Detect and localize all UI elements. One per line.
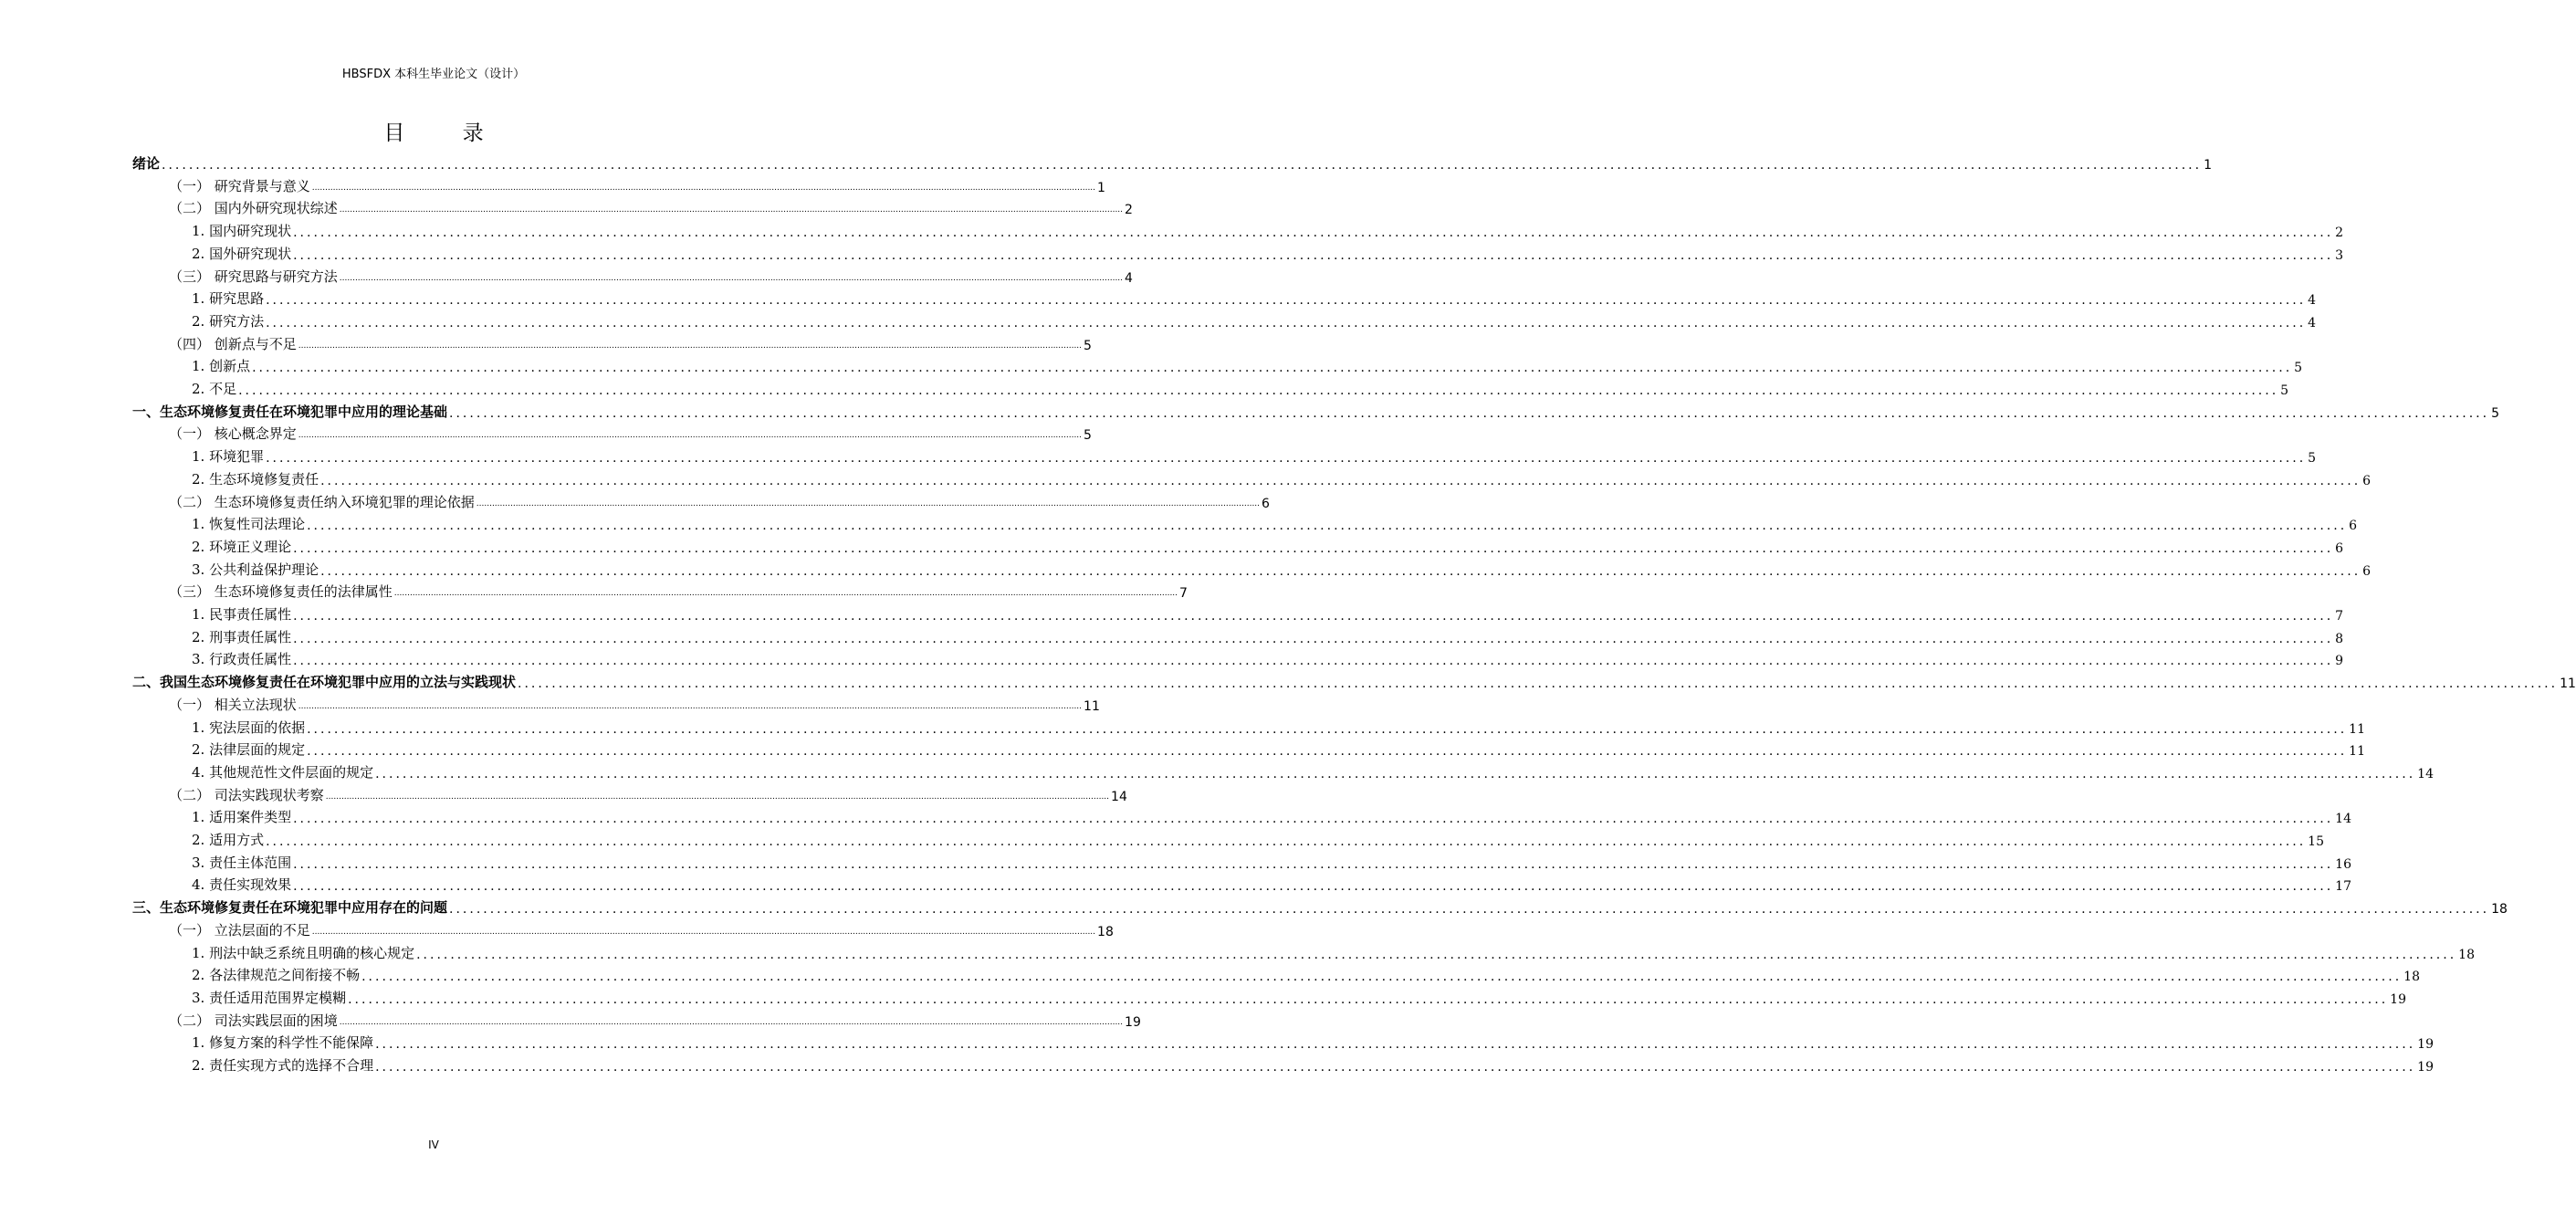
toc-entry[interactable]	[0, 646, 2344, 669]
toc-entry-page: 19	[1125, 1014, 1141, 1030]
toc-dot-leader: ............................................................................................................................................................................................................................................................................................................	[320, 473, 2361, 488]
toc-entry-label: （二） 司法实践层面的困境	[169, 1012, 338, 1029]
toc-dot-leader: ............................................................................................................................................................................................................................................................................................................	[293, 247, 2334, 263]
toc-entry[interactable]	[0, 264, 1133, 286]
toc-dot-leader: ............................................................................................................................................................................................................................................................................................................	[320, 563, 2361, 579]
toc-dot-leader: ............................................................................................................................................................................................................................................................................................................	[311, 183, 1096, 193]
toc-dot-leader: ............................................................................................................................................................................................................................................................................................................	[266, 834, 2307, 849]
toc-entry-page: 6	[2362, 563, 2372, 579]
toc-dot-leader: ............................................................................................................................................................................................................................................................................................................	[293, 540, 2334, 556]
toc-entry-page: 2	[1125, 203, 1133, 218]
toc-entry-label: 1. 修复方案的科学性不能保障	[192, 1034, 374, 1052]
toc-entry[interactable]	[0, 872, 2351, 895]
toc-dot-leader: ............................................................................................................................................................................................................................................................................................................	[375, 766, 2416, 781]
toc-entry[interactable]	[0, 804, 2351, 827]
toc-entry[interactable]	[0, 421, 1092, 444]
toc-entry-label: 2. 国外研究现状	[192, 245, 292, 262]
toc-entry-label: 2. 不足	[192, 381, 237, 397]
toc-entry-label: 1. 民事责任属性	[192, 606, 292, 623]
toc-entry[interactable]	[0, 624, 2344, 646]
toc-dot-leader: ............................................................................................................................................................................................................................................................................................................	[293, 812, 2334, 827]
toc-entry[interactable]	[0, 692, 1100, 714]
toc-dot-leader: ............................................................................................................................................................................................................................................................................................................	[266, 315, 2307, 330]
toc-entry-page: 14	[2335, 812, 2351, 827]
toc-entry-page: 18	[2491, 902, 2508, 918]
toc-dot-leader: ............................................................................................................................................................................................................................................................................................................	[162, 158, 2203, 173]
toc-dot-leader: ............................................................................................................................................................................................................................................................................................................	[293, 654, 2334, 669]
toc-entry[interactable]	[0, 1053, 2434, 1075]
toc-entry[interactable]	[0, 962, 2420, 985]
toc-dot-leader: ............................................................................................................................................................................................................................................................................................................	[416, 947, 2457, 962]
toc-entry[interactable]	[0, 760, 2434, 781]
toc-entry[interactable]	[0, 1008, 1141, 1030]
toc-dot-leader: ............................................................................................................................................................................................................................................................................................................	[339, 273, 1124, 283]
toc-entry-label: 3. 责任适用范围界定模糊	[192, 989, 347, 1006]
toc-entry[interactable]	[0, 511, 2358, 534]
toc-dot-leader: ............................................................................................................................................................................................................................................................................................................	[238, 383, 2279, 398]
toc-entry-page: 8	[2335, 631, 2344, 646]
toc-entry[interactable]	[0, 195, 1133, 218]
toc-entry-page: 9	[2335, 654, 2344, 669]
toc-entry-page: 5	[2491, 405, 2499, 421]
toc-dot-leader: ............................................................................................................................................................................................................................................................................................................	[393, 589, 1178, 599]
toc-entry-page: 11	[2349, 721, 2365, 737]
toc-entry[interactable]	[0, 353, 2303, 376]
toc-entry-label: （三） 研究思路与研究方法	[169, 267, 338, 285]
toc-entry-page: 4	[1125, 270, 1133, 286]
toc-entry-label: （二） 司法实践现状考察	[169, 786, 324, 803]
toc-entry-page: 5	[1084, 428, 1092, 444]
toc-entry-page: 11	[1084, 698, 1100, 714]
toc-entry[interactable]	[0, 444, 2317, 467]
toc-entry-page: 6	[2335, 540, 2344, 556]
toc-entry-label: 1. 环境犯罪	[192, 448, 265, 466]
toc-entry[interactable]	[0, 218, 2344, 241]
toc-entry[interactable]	[0, 669, 2576, 692]
toc-entry-page: 7	[2335, 609, 2344, 624]
toc-entry-label: 二、我国生态环境修复责任在环境犯罪中应用的立法与实践现状	[132, 674, 517, 691]
toc-entry-page: 3	[2335, 247, 2344, 263]
toc-entry-label: 4. 责任实现效果	[192, 876, 292, 894]
toc-entry[interactable]	[0, 309, 2317, 330]
toc-entry[interactable]	[0, 173, 1105, 195]
toc-entry-label: （四） 创新点与不足	[169, 335, 297, 352]
toc-entry-page: 5	[2308, 451, 2317, 467]
toc-dot-leader: ............................................................................................................................................................................................................................................................................................................	[361, 970, 2403, 985]
toc-entry-label: 1. 国内研究现状	[192, 223, 292, 240]
toc-dot-leader: ............................................................................................................................................................................................................................................................................................................	[293, 631, 2334, 646]
toc-entry-label: （二） 生态环境修复责任纳入环境犯罪的理论依据	[169, 493, 475, 510]
toc-dot-leader: ............................................................................................................................................................................................................................................................................................................	[293, 879, 2334, 895]
toc-entry[interactable]	[0, 467, 2372, 488]
toc-entry[interactable]	[0, 602, 2344, 624]
toc-entry-label: 2. 法律层面的规定	[192, 741, 306, 759]
toc-entry-label: 4. 其他规范性文件层面的规定	[192, 763, 374, 781]
toc-entry-page: 5	[2294, 361, 2303, 376]
toc-entry-label: 2. 各法律规范之间衔接不畅	[192, 967, 361, 984]
toc-entry[interactable]	[0, 489, 1270, 511]
toc-entry-page: 19	[2390, 991, 2406, 1007]
toc-entry-label: （一） 立法层面的不足	[169, 921, 310, 939]
toc-dot-leader: ............................................................................................................................................................................................................................................................................................................	[518, 676, 2559, 692]
toc-entry[interactable]	[0, 715, 2365, 737]
toc-dot-leader: ............................................................................................................................................................................................................................................................................................................	[252, 361, 2293, 376]
toc-entry-label: （一） 核心概念界定	[169, 425, 297, 443]
toc-dot-leader: ............................................................................................................................................................................................................................................................................................................	[375, 1037, 2416, 1053]
toc-entry[interactable]	[0, 940, 2475, 962]
toc-entry-label: 绪论	[132, 155, 161, 172]
toc-dot-leader: ............................................................................................................................................................................................................................................................................................................	[449, 405, 2490, 421]
toc-entry-page: 19	[2417, 1060, 2434, 1075]
toc-entry-page: 7	[1179, 586, 1188, 602]
toc-entry-page: 14	[1111, 789, 1127, 804]
toc-entry[interactable]	[0, 151, 2212, 173]
toc-entry-label: 1. 研究思路	[192, 290, 265, 308]
toc-entry-label: 1. 宪法层面的依据	[192, 718, 306, 736]
toc-entry[interactable]	[0, 557, 2372, 579]
toc-entry-label: 2. 刑事责任属性	[192, 628, 292, 645]
toc-entry-page: 11	[2560, 676, 2576, 692]
toc-entry[interactable]	[0, 985, 2406, 1007]
toc-dot-leader: ............................................................................................................................................................................................................................................................................................................	[293, 225, 2334, 241]
toc-entry-label: 1. 适用案件类型	[192, 809, 292, 826]
toc-entry-label: 2. 适用方式	[192, 832, 265, 848]
toc-entry[interactable]	[0, 737, 2365, 760]
toc-dot-leader: ............................................................................................................................................................................................................................................................................................................	[307, 519, 2348, 534]
toc-entry-page: 6	[2362, 473, 2372, 488]
toc-dot-leader: ............................................................................................................................................................................................................................................................................................................	[348, 991, 2389, 1007]
toc-dot-leader: ............................................................................................................................................................................................................................................................................................................	[293, 856, 2334, 872]
toc-entry-page: 11	[2349, 744, 2365, 760]
toc-entry-page: 15	[2308, 834, 2324, 849]
toc-dot-leader: ............................................................................................................................................................................................................................................................................................................	[307, 744, 2348, 760]
toc-dot-leader: ............................................................................................................................................................................................................................................................................................................	[266, 293, 2307, 309]
toc-entry[interactable]	[0, 918, 1114, 939]
toc-entry-page: 18	[2458, 947, 2475, 962]
toc-dot-leader: ............................................................................................................................................................................................................................................................................................................	[325, 792, 1110, 802]
toc-entry-label: （一） 相关立法现状	[169, 696, 297, 713]
page-number-footer: IV	[428, 1138, 439, 1151]
toc-dot-leader: ............................................................................................................................................................................................................................................................................................................	[298, 341, 1083, 351]
toc-entry[interactable]	[0, 534, 2344, 556]
toc-entry-page: 16	[2335, 856, 2351, 872]
toc-entry[interactable]	[0, 399, 2499, 421]
toc-entry-label: 1. 创新点	[192, 358, 251, 375]
toc-entry-label: 2. 环境正义理论	[192, 538, 292, 555]
toc-dot-leader: ............................................................................................................................................................................................................................................................................................................	[293, 609, 2334, 624]
toc-entry-page: 1	[2204, 158, 2212, 173]
toc-entry-label: 3. 责任主体范围	[192, 854, 292, 871]
toc-entry-page: 2	[2335, 225, 2344, 241]
toc-dot-leader: ............................................................................................................................................................................................................................................................................................................	[339, 1017, 1124, 1027]
toc-dot-leader: ............................................................................................................................................................................................................................................................................................................	[298, 431, 1083, 441]
toc-entry-label: （三） 生态环境修复责任的法律属性	[169, 583, 393, 601]
toc-entry-label: 3. 公共利益保护理论	[192, 561, 319, 578]
page-header: HBSFDX 本科生毕业论文（设计）	[341, 68, 526, 81]
toc-entry[interactable]	[0, 331, 1092, 353]
toc-entry-page: 19	[2417, 1037, 2434, 1053]
toc-entry[interactable]	[0, 376, 2289, 398]
toc-dot-leader: ............................................................................................................................................................................................................................................................................................................	[266, 451, 2307, 467]
toc-dot-leader: ............................................................................................................................................................................................................................................................................................................	[375, 1060, 2416, 1075]
toc-dot-leader: ............................................................................................................................................................................................................................................................................................................	[449, 902, 2490, 918]
toc-entry[interactable]	[0, 895, 2508, 918]
toc-entry-label: 1. 刑法中缺乏系统且明确的核心规定	[192, 944, 415, 961]
toc-entry-label: 3. 行政责任属性	[192, 651, 292, 668]
toc-entry[interactable]	[0, 241, 2344, 263]
toc-entry-page: 6	[2349, 519, 2358, 534]
toc-entry[interactable]	[0, 782, 1127, 804]
toc-entry-label: 1. 恢复性司法理论	[192, 516, 306, 533]
toc-entry[interactable]	[0, 850, 2351, 872]
toc-entry-page: 5	[2280, 383, 2289, 398]
toc-entry-label: 2. 生态环境修复责任	[192, 470, 319, 488]
toc-entry-page: 4	[2308, 293, 2317, 309]
toc-entry[interactable]	[0, 286, 2317, 309]
toc-title: 目 录	[383, 121, 509, 145]
toc-entry-page: 1	[1097, 180, 1105, 195]
toc-entry-page: 17	[2335, 879, 2351, 895]
toc-entry-page: 18	[2403, 970, 2420, 985]
toc-dot-leader: ............................................................................................................................................................................................................................................................................................................	[307, 721, 2348, 737]
toc-entry-page: 6	[1262, 496, 1270, 511]
toc-entry-label: 2. 责任实现方式的选择不合理	[192, 1057, 374, 1074]
toc-dot-leader: ............................................................................................................................................................................................................................................................................................................	[339, 205, 1124, 215]
toc-entry-label: 三、生态环境修复责任在环境犯罪中应用存在的问题	[132, 899, 448, 917]
toc-entry-label: （二） 国内外研究现状综述	[169, 200, 338, 217]
toc-entry-label: 2. 研究方法	[192, 312, 265, 330]
toc-dot-leader: ............................................................................................................................................................................................................................................................................................................	[298, 701, 1083, 711]
toc-entry[interactable]	[0, 827, 2324, 849]
toc-entry[interactable]	[0, 579, 1188, 602]
toc-dot-leader: ............................................................................................................................................................................................................................................................................................................	[476, 498, 1261, 509]
toc-entry-label: 一、生态环境修复责任在环境犯罪中应用的理论基础	[132, 403, 448, 420]
toc-entry-page: 5	[1084, 338, 1092, 353]
toc-entry-page: 14	[2417, 766, 2434, 781]
toc-entry-label: （一） 研究背景与意义	[169, 177, 310, 194]
toc-entry-page: 4	[2308, 315, 2317, 330]
toc-entry-page: 18	[1097, 924, 1114, 939]
toc-entry[interactable]	[0, 1030, 2434, 1053]
toc-dot-leader: ............................................................................................................................................................................................................................................................................................................	[311, 927, 1096, 937]
